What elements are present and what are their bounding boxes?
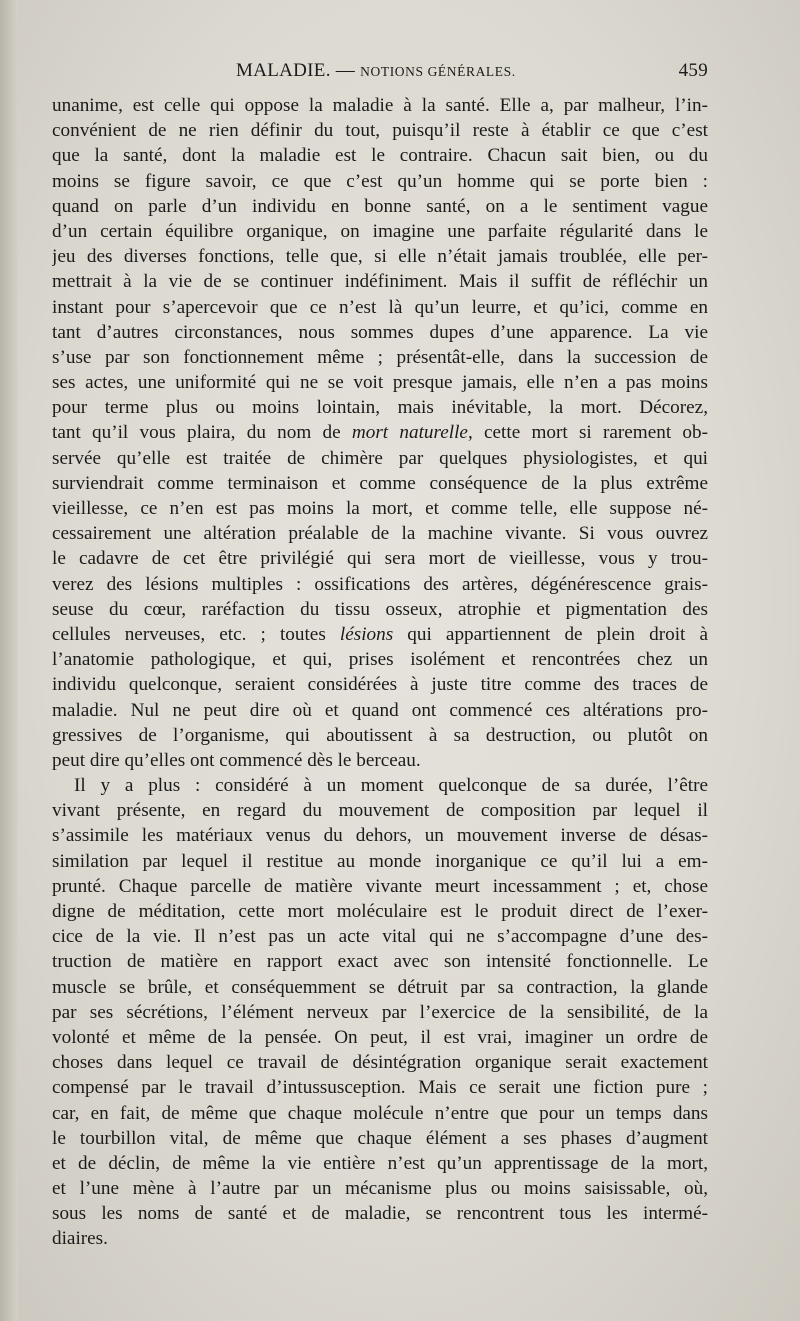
- text-line: et l’une mène à l’autre par un mécanisme plus ou moins saisissable, où,: [52, 1178, 708, 1200]
- text-line: diaires.: [52, 1228, 108, 1250]
- italic-term: mort naturelle: [351, 422, 468, 444]
- text-line: convénient de ne rien définir du tout, puisqu’il reste à établir ce que c’est: [52, 120, 708, 142]
- text-line: [52, 420, 708, 445]
- text-line: quand on parle d’un individu en bonne santé, on a le sentiment vague: [52, 195, 708, 217]
- text-segment: , cette mort si rarement ob-: [467, 422, 708, 444]
- title-dash: —: [330, 60, 361, 81]
- text-line: jeu des diverses fonctions, telle que, si elle n’était jamais troublée, elle per-: [52, 246, 708, 268]
- text-line: similation par lequel il restitue au monde inorganique ce qu’il lui a em-: [52, 850, 708, 872]
- text-line: instant pour s’apercevoir que ce n’est là qu’un leurre, et qu’ici, comme en: [52, 296, 708, 318]
- text-line: par ses sécrétions, l’élément nerveux par l’exercice de la sensibilité, de la: [52, 1001, 708, 1023]
- text-line: prunté. Chaque parcelle de matière vivante meurt incessamment ; et, chose: [52, 875, 708, 897]
- text-line: moins se figure savoir, ce que c’est qu’un homme qui se porte bien :: [52, 170, 708, 192]
- text-line: l’anatomie pathologique, et qui, prises isolément et rencontrées chez un: [52, 649, 708, 671]
- text-line: vieillesse, ce n’en est pas moins la mort, et comme telle, elle suppose né-: [52, 498, 708, 519]
- text-line: peut dire qu’elles ont commencé dès le berceau.: [52, 749, 421, 771]
- text-line: cessairement une altération préalable de la machine vivante. Si vous ouvrez: [52, 523, 708, 545]
- text-line: le cadavre de cet être privilégié qui sera mort de vieillesse, vous y trou-: [52, 548, 708, 570]
- text-line: s’use par son fonctionnement même ; présentât-elle, dans la succession de: [52, 346, 708, 368]
- text-segment: tant qu’il vous plaira, du nom de: [52, 422, 352, 444]
- text-line: choses dans lequel ce travail de désintégration organique serait exactement: [52, 1052, 708, 1074]
- paragraph: [52, 93, 708, 773]
- text-line: le tourbillon vital, de même que chaque élément a ses phases d’augment: [52, 1127, 708, 1149]
- text-line: car, en fait, de même que chaque molécule n’entre que pour un temps dans: [52, 1102, 708, 1124]
- text-line: [52, 622, 708, 647]
- text-line: Il y a plus : considéré à un moment quelconque de sa durée, l’être: [74, 775, 708, 797]
- text-line: unanime, est celle qui oppose la maladie à la santé. Elle a, par malheur, l’in-: [52, 95, 708, 116]
- text-line: seuse du cœur, raréfaction du tissu osseux, atrophie et pigmentation des: [52, 598, 708, 620]
- text-line: et de déclin, de même la vie entière n’est qu’un apprentissage de la mort,: [52, 1152, 708, 1174]
- page-number: 459: [678, 60, 708, 81]
- text-line: pour terme plus ou moins lointain, mais inévitable, la mort. Décorez,: [52, 397, 708, 419]
- text-line: cice de la vie. Il n’est pas un acte vital qui ne s’accompagne d’une des-: [52, 926, 708, 948]
- text-line: volonté et même de la pensée. On peut, il est vrai, imaginer un ordre de: [52, 1026, 708, 1048]
- text-line: gressives de l’organisme, qui aboutissent à sa destruction, ou plutôt on: [52, 724, 708, 746]
- text-line: digne de méditation, cette mort moléculaire est le produit direct de l’exer-: [52, 901, 708, 922]
- text-line: sous les noms de santé et de maladie, se rencontrent tous les intermé-: [52, 1203, 708, 1225]
- text-line: servée qu’elle est traitée de chimère par quelques physiologistes, et qui: [52, 447, 708, 469]
- text-line: mettrait à la vie de se continuer indéfiniment. Mais il suffit de réfléchir un: [52, 271, 708, 293]
- text-line: compensé par le travail d’intussusception. Mais ce serait une fiction pure ;: [52, 1077, 708, 1099]
- section-title: NOTIONS GÉNÉRALES.: [360, 64, 516, 79]
- text-line: vivant présente, en regard du mouvement de composition par lequel il: [52, 800, 708, 822]
- italic-term: lésions: [339, 623, 394, 645]
- running-head-title: [236, 60, 516, 82]
- page-gutter-shadow: [0, 0, 18, 1321]
- text-line: que la santé, dont la maladie est le contraire. Chacun sait bien, ou du: [52, 145, 708, 167]
- text-line: s’assimile les matériaux venus du dehors, un mouvement inverse de désas-: [52, 825, 708, 847]
- body-text: [52, 93, 708, 1252]
- chapter-title: MALADIE.: [236, 60, 331, 81]
- text-line: muscle se brûle, et conséquemment se détruit par sa contraction, la glande: [52, 976, 708, 998]
- text-line: d’un certain équilibre organique, on imagine une parfaite régularité dans le: [52, 220, 708, 242]
- text-line: maladie. Nul ne peut dire où et quand ont commencé ces altérations pro-: [52, 699, 708, 721]
- paragraph: [52, 773, 708, 1252]
- text-line: truction de matière en rapport exact avec son intensité fonctionnelle. Le: [52, 951, 708, 973]
- text-segment: qui appartiennent de plein droit à: [393, 623, 708, 645]
- text-line: tant d’autres circonstances, nous sommes dupes d’une apparence. La vie: [52, 321, 708, 343]
- text-line: surviendrait comme terminaison et comme conséquence de la plus extrême: [52, 472, 708, 494]
- text-line: ses actes, une uniformité qui ne se voit presque jamais, elle n’en a pas moins: [52, 372, 708, 394]
- text-segment: cellules nerveuses, etc. ; toutes: [52, 623, 340, 645]
- text-line: individu quelconque, seraient considérées à juste titre comme des traces de: [52, 674, 708, 696]
- text-line: verez des lésions multiples : ossifications des artères, dégénérescence grais-: [52, 573, 708, 595]
- running-head: [52, 60, 708, 86]
